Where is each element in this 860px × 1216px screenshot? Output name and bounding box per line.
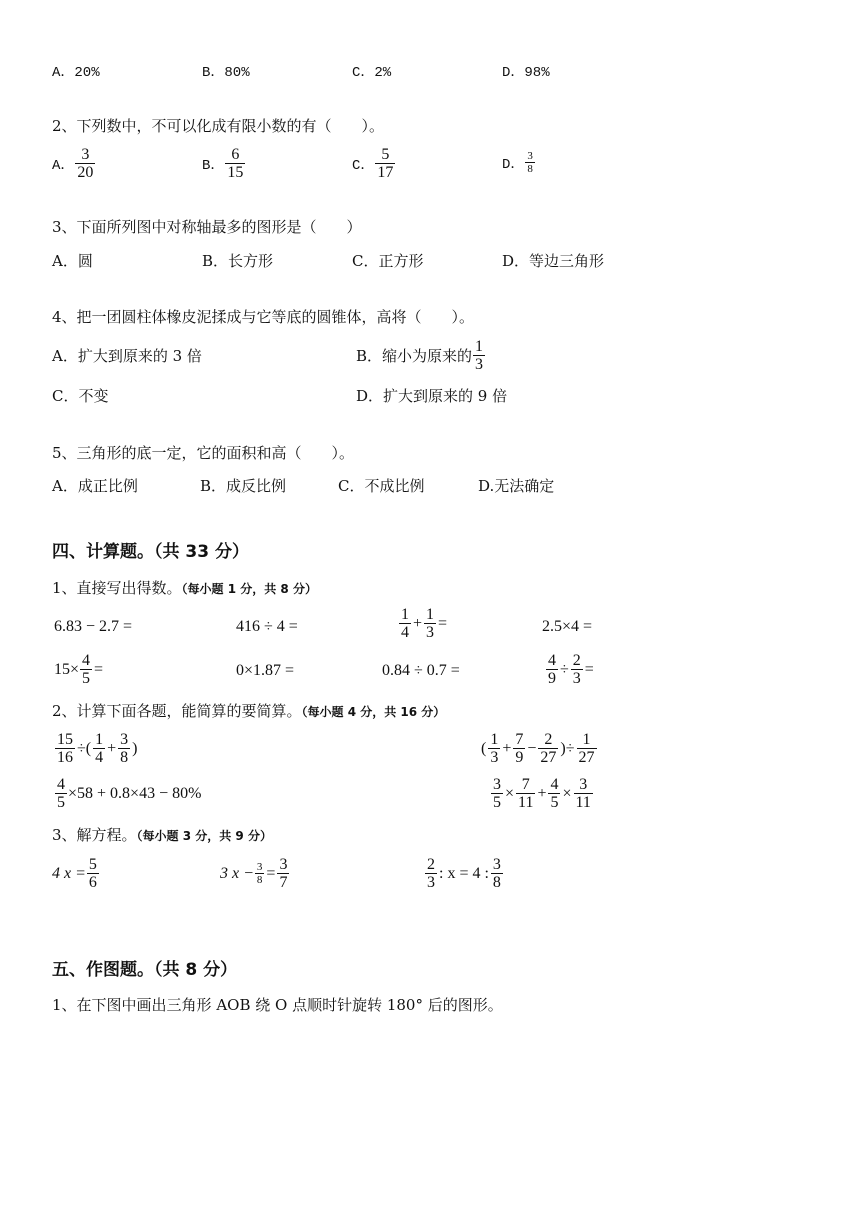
denominator: 8 <box>527 163 533 175</box>
q4-option-b <box>356 338 486 373</box>
denominator: 27 <box>540 749 557 766</box>
operator: + <box>502 739 512 757</box>
numerator: 4 <box>82 652 91 669</box>
p3-item-b <box>220 856 290 891</box>
q2-stem: 2、下列数中，不可以化成有限小数的有（ ）。 <box>52 117 385 135</box>
equals-sign: = <box>584 660 594 678</box>
expression-text: 3 x − <box>220 864 254 882</box>
numerator: 1 <box>475 338 484 355</box>
p1-item-a: 6.83 − 2.7 = <box>54 618 133 635</box>
denominator: 5 <box>82 670 91 687</box>
operator: ) <box>132 739 138 757</box>
q3-option-d: D．等边三角形 <box>502 252 605 270</box>
fraction <box>75 146 95 181</box>
p2-item-a <box>54 731 138 766</box>
expression-text: : x = 4 : <box>439 864 489 882</box>
q3-option-a: A．圆 <box>52 252 93 270</box>
fraction <box>399 606 411 641</box>
fraction <box>513 731 525 766</box>
numerator: 3 <box>256 861 263 873</box>
denominator: 15 <box>227 164 244 181</box>
part-stem: 1、直接写出得数。 <box>52 579 182 597</box>
fraction <box>277 856 289 891</box>
numerator: 3 <box>579 776 588 793</box>
fraction <box>255 861 265 886</box>
expression-text: 15× <box>54 660 80 678</box>
numerator: 15 <box>57 731 73 748</box>
operator: − <box>527 739 537 757</box>
q1-option-d: D．98% <box>502 65 550 81</box>
s4-part3-heading <box>52 825 272 846</box>
numerator: 2 <box>572 652 581 669</box>
part-note: （每小题 3 分，共 9 分） <box>136 829 272 843</box>
denominator: 9 <box>548 670 556 687</box>
fraction <box>488 731 500 766</box>
q2-option-c <box>352 146 396 181</box>
operator: + <box>413 614 423 632</box>
p1-item-d: 2.5×4 = <box>542 618 593 635</box>
fraction <box>538 731 558 766</box>
numerator: 2 <box>427 856 435 873</box>
option-label: B． <box>202 157 225 174</box>
fraction <box>80 652 92 687</box>
s4-part1-heading <box>52 578 317 599</box>
fraction <box>375 146 395 181</box>
section-4-title: 四、计算题。（共 33 分） <box>52 542 249 562</box>
denominator: 8 <box>120 749 129 766</box>
part-stem: 2、计算下面各题，能简算的要简算。 <box>52 702 302 720</box>
p1-item-h <box>545 652 595 687</box>
denominator: 17 <box>377 164 394 181</box>
denominator: 11 <box>518 794 534 811</box>
equals-sign: = <box>438 614 448 632</box>
numerator: 3 <box>493 776 501 793</box>
q2-option-a <box>52 146 96 181</box>
p3-item-a <box>52 856 100 891</box>
operator: + <box>537 784 547 802</box>
s4-part2-heading <box>52 701 445 722</box>
denominator: 5 <box>57 794 65 811</box>
denominator: 3 <box>572 670 581 687</box>
p1-item-g: 0.84 ÷ 0.7 = <box>382 662 460 679</box>
part-note: （每小题 1 分，共 8 分） <box>181 582 317 596</box>
numerator: 3 <box>527 150 533 162</box>
fraction <box>491 856 503 891</box>
numerator: 7 <box>521 776 530 793</box>
option-label: D． <box>502 156 525 173</box>
p1-item-e <box>54 652 104 687</box>
equals-sign: = <box>266 864 276 882</box>
fraction <box>525 150 535 175</box>
q4-stem: 4、把一团圆柱体橡皮泥揉成与它等底的圆锥体，高将（ ）。 <box>52 308 475 326</box>
numerator: 3 <box>81 146 90 163</box>
fraction <box>546 652 558 687</box>
denominator: 3 <box>490 749 499 766</box>
q4-option-c: C．不变 <box>52 387 109 405</box>
part-stem: 3、解方程。 <box>52 826 137 844</box>
denominator: 3 <box>426 624 435 641</box>
q3-stem: 3、下面所列图中对称轴最多的图形是（ ） <box>52 218 362 236</box>
numerator: 6 <box>231 146 240 163</box>
numerator: 1 <box>401 606 409 623</box>
denominator: 6 <box>88 874 97 891</box>
denominator: 8 <box>492 874 501 891</box>
denominator: 4 <box>95 749 104 766</box>
expression-text: ×58 + 0.8×43 − 80% <box>68 784 202 802</box>
p1-item-c <box>398 606 448 641</box>
fraction <box>516 776 535 811</box>
denominator: 16 <box>57 749 73 766</box>
numerator: 3 <box>120 731 129 748</box>
p1-item-f: 0×1.87 = <box>236 662 295 679</box>
q1-option-b: B．80% <box>202 65 250 81</box>
fraction <box>577 731 597 766</box>
p1-item-b: 416 ÷ 4 = <box>236 618 298 635</box>
denominator: 8 <box>256 874 263 886</box>
numerator: 4 <box>57 776 65 793</box>
operator: ÷ <box>560 660 569 678</box>
s5-part1-stem: 1、在下图中画出三角形 AOB 绕 O 点顺时针旋转 180° 后的图形。 <box>52 996 503 1014</box>
numerator: 7 <box>515 731 524 748</box>
fraction <box>424 606 436 641</box>
operator: ( <box>481 739 487 757</box>
numerator: 3 <box>279 856 288 873</box>
denominator: 27 <box>578 749 595 766</box>
fraction <box>491 776 503 811</box>
operator: )÷ <box>560 739 575 757</box>
fraction <box>87 856 99 891</box>
operator: ÷( <box>77 739 92 757</box>
numerator: 5 <box>88 856 97 873</box>
option-label: A． <box>52 157 75 174</box>
operator: × <box>562 784 572 802</box>
numerator: 2 <box>544 731 553 748</box>
option-text: B．缩小为原来的 <box>356 346 473 365</box>
denominator: 11 <box>575 794 591 811</box>
denominator: 20 <box>77 164 94 181</box>
q3-option-c: C．正方形 <box>352 252 424 270</box>
q5-option-b: B．成反比例 <box>200 477 287 495</box>
q1-option-a: A．20% <box>52 65 100 81</box>
denominator: 5 <box>550 794 559 811</box>
numerator: 1 <box>95 731 104 748</box>
q2-option-b <box>202 146 246 181</box>
q4-option-a: A．扩大到原来的 3 倍 <box>52 347 202 365</box>
numerator: 5 <box>381 146 390 163</box>
q3-option-b: B．长方形 <box>202 252 274 270</box>
p2-item-c <box>54 776 201 811</box>
operator: × <box>505 784 515 802</box>
p3-item-c <box>424 856 504 891</box>
p2-item-b <box>480 731 598 766</box>
denominator: 4 <box>401 624 409 641</box>
fraction <box>425 856 437 891</box>
q5-option-a: A．成正比例 <box>52 477 138 495</box>
q4-option-d: D．扩大到原来的 9 倍 <box>356 387 508 405</box>
q5-option-c: C．不成比例 <box>338 477 425 495</box>
numerator: 1 <box>426 606 435 623</box>
denominator: 9 <box>515 749 524 766</box>
q2-option-d <box>502 150 536 175</box>
option-label: C． <box>352 157 375 174</box>
fraction <box>118 731 130 766</box>
numerator: 4 <box>548 652 556 669</box>
equals-sign: = <box>94 660 104 678</box>
numerator: 1 <box>582 731 591 748</box>
denominator: 7 <box>279 874 288 891</box>
fraction <box>574 776 593 811</box>
fraction <box>55 776 67 811</box>
fraction <box>473 338 485 373</box>
fraction <box>55 731 75 766</box>
denominator: 3 <box>475 356 484 373</box>
part-note: （每小题 4 分，共 16 分） <box>301 705 446 719</box>
fraction <box>225 146 245 181</box>
denominator: 5 <box>493 794 501 811</box>
numerator: 3 <box>492 856 501 873</box>
operator: + <box>107 739 117 757</box>
numerator: 1 <box>490 731 499 748</box>
section-5-title: 五、作图题。（共 8 分） <box>52 960 238 980</box>
numerator: 4 <box>550 776 559 793</box>
fraction <box>548 776 560 811</box>
p2-item-d <box>490 776 594 811</box>
denominator: 3 <box>427 874 435 891</box>
q5-stem: 5、三角形的底一定，它的面积和高（ ）。 <box>52 444 355 462</box>
expression-text: 4 x = <box>52 864 86 882</box>
fraction <box>93 731 105 766</box>
q1-option-c: C．2% <box>352 65 392 81</box>
fraction <box>571 652 583 687</box>
q5-option-d: D.无法确定 <box>478 477 555 495</box>
